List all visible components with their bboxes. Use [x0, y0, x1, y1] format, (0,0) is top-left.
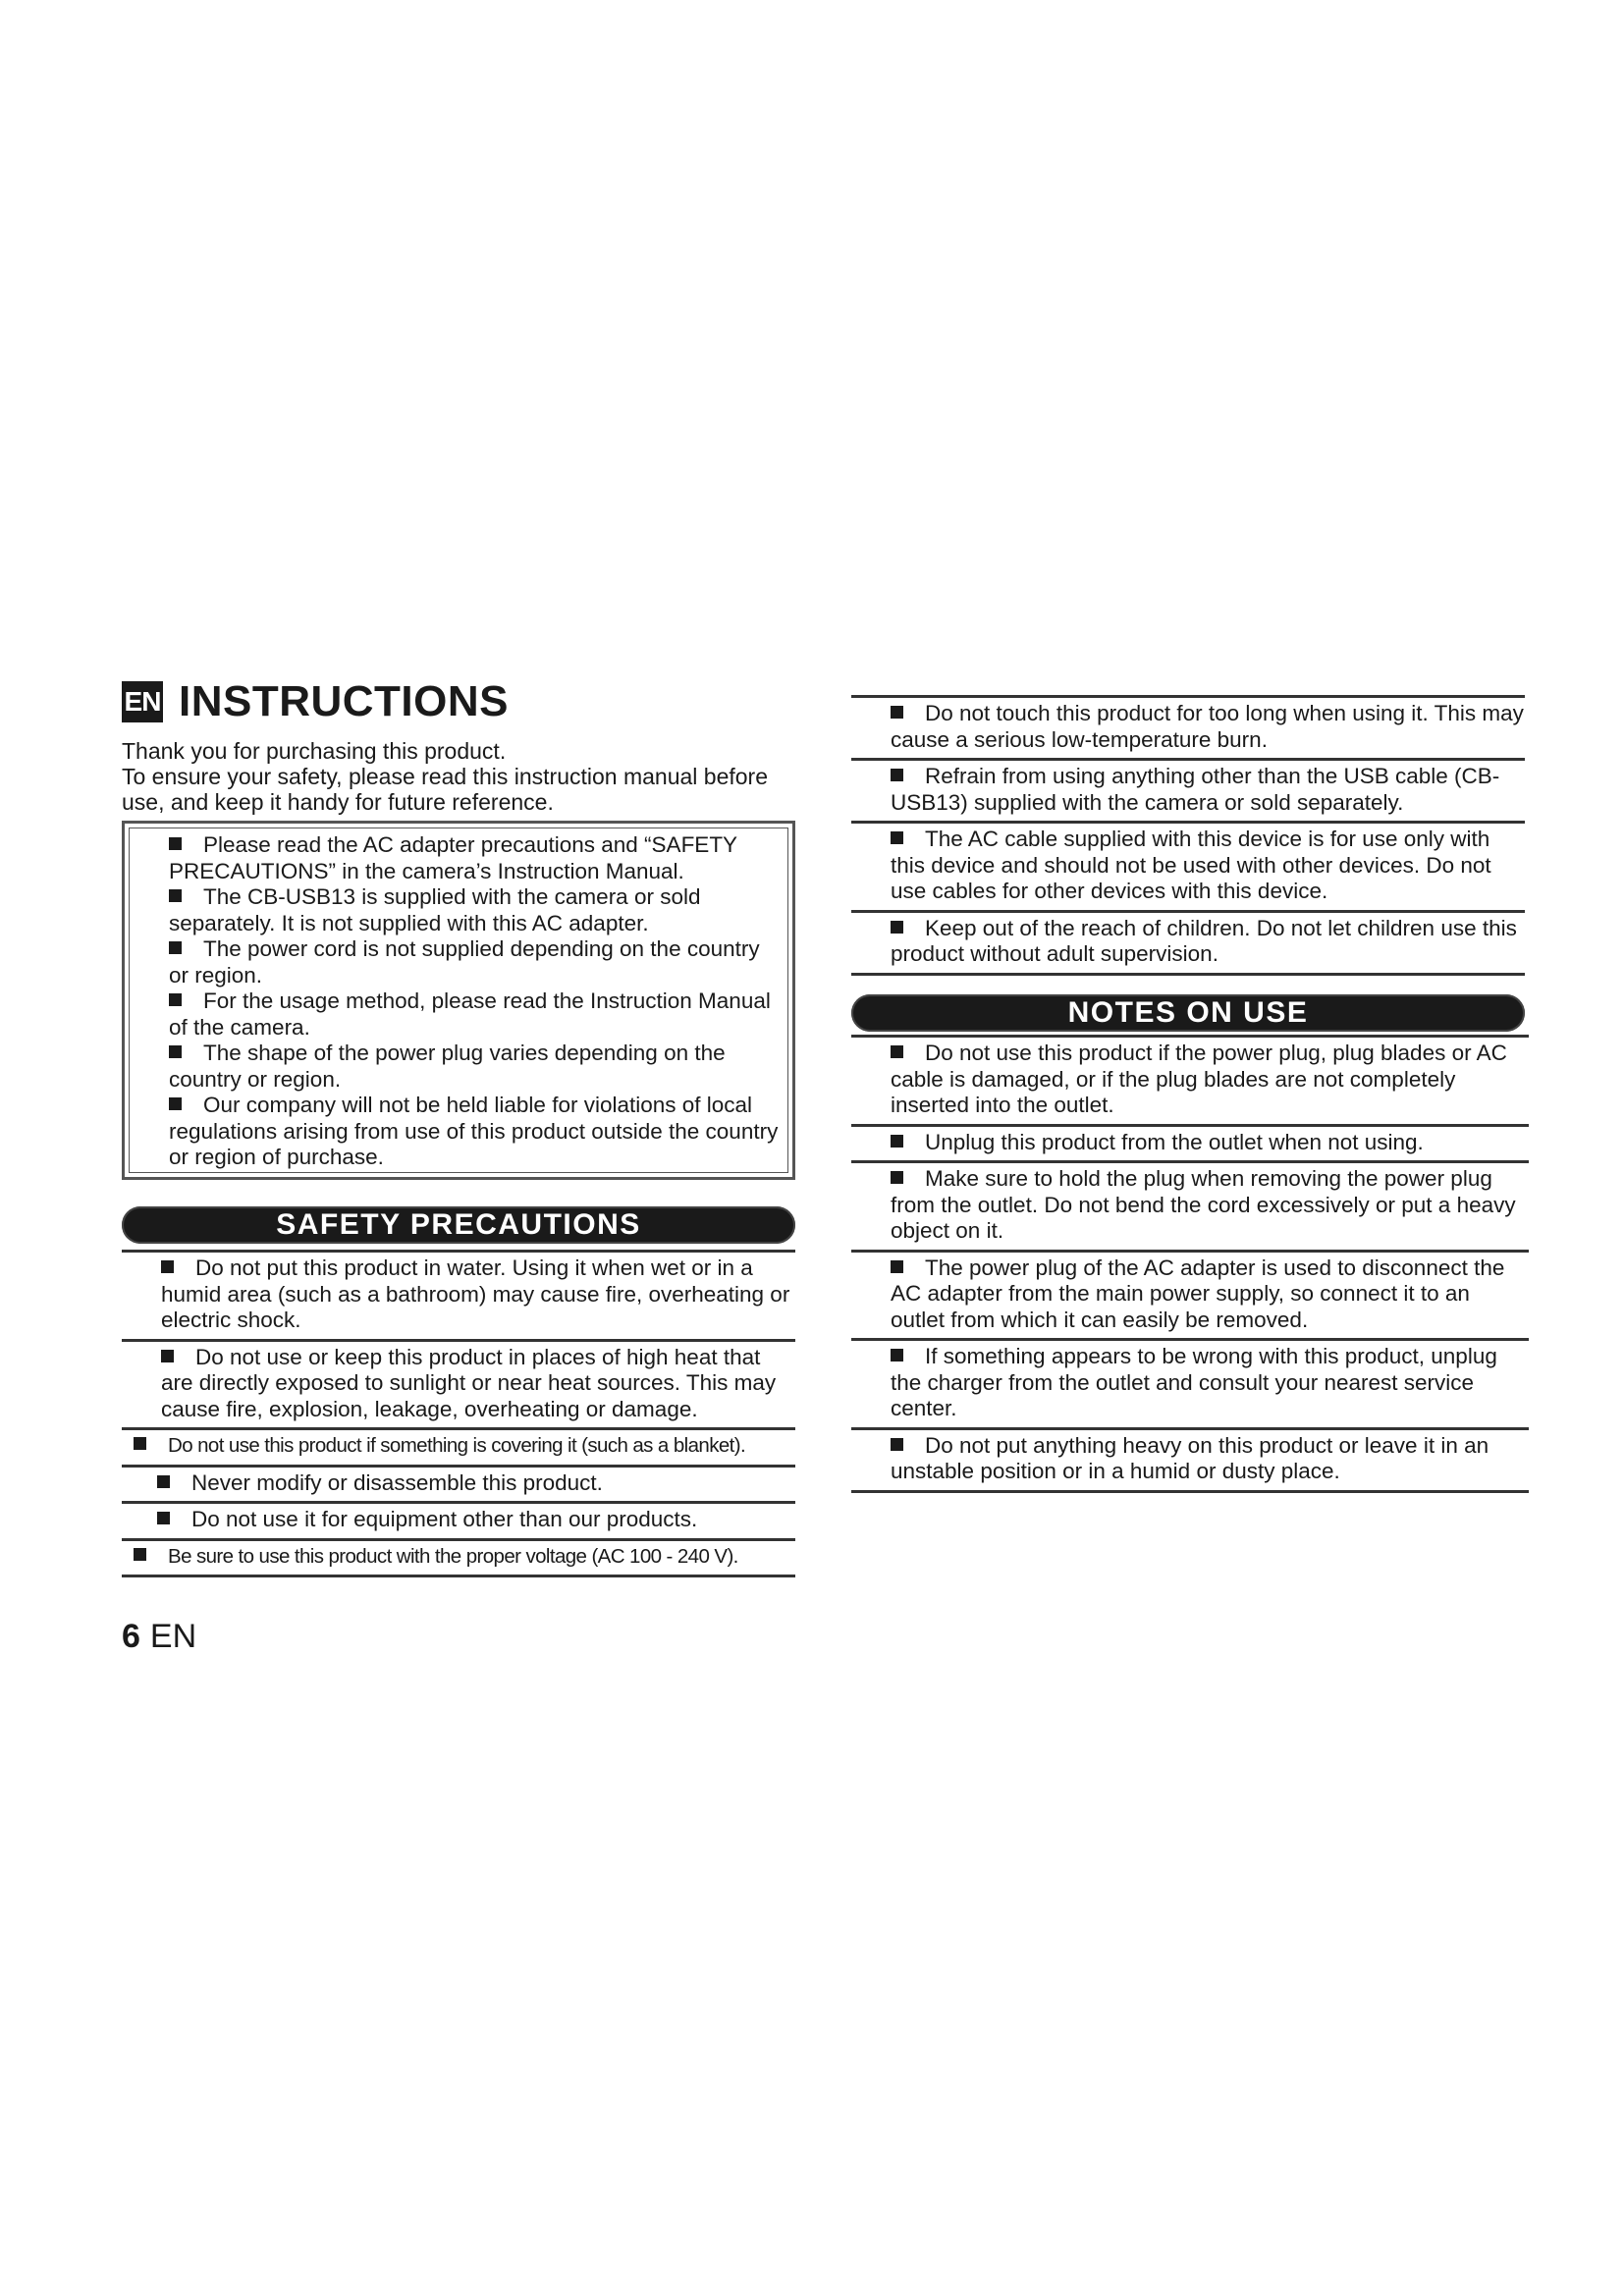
- notice-item: The power cord is not supplied depending on the country or region.: [169, 936, 760, 988]
- bullet-square-icon: [157, 1512, 170, 1524]
- list-item: Do not put anything heavy on this product or leave it in an unstable position or in a humid or dusty place.: [851, 1430, 1529, 1493]
- notice-item: The CB-USB13 is supplied with the camera or sold separately. It is not supplied with this AC adapter.: [169, 884, 701, 935]
- list-item: Do not use this product if something is covering it (such as a blanket).: [122, 1430, 795, 1468]
- bullet-square-icon: [161, 1260, 174, 1273]
- notes-on-use-heading: NOTES ON USE: [851, 994, 1525, 1032]
- bullet-square-icon: [891, 831, 903, 844]
- list-item: Be sure to use this product with the proper voltage (AC 100 - 240 V).: [122, 1541, 795, 1578]
- bullet-square-icon: [169, 941, 182, 954]
- language-badge: EN: [122, 681, 163, 722]
- notice-item: For the usage method, please read the Instruction Manual of the camera.: [169, 988, 771, 1040]
- list-item: The AC cable supplied with this device is for use only with this device and should not be used with other devices. Do not use cables for other devices with this device.: [851, 824, 1525, 913]
- bullet-square-icon: [157, 1475, 170, 1488]
- notes-on-use-list: [851, 1035, 1529, 1493]
- bullet-square-icon: [891, 769, 903, 781]
- list-item: Do not touch this product for too long when using it. This may cause a serious low-temperature burn.: [851, 698, 1525, 761]
- list-item: Do not use or keep this product in places of high heat that are directly exposed to sunlight or near heat sources. This may cause fire, explosion, leakage, overheating or damage.: [122, 1342, 795, 1431]
- notice-box-inner: [129, 828, 788, 1173]
- list-item: If something appears to be wrong with this product, unplug the charger from the outlet and consult your nearest service center.: [851, 1341, 1529, 1430]
- list-item: Refrain from using anything other than the USB cable (CB-USB13) supplied with the camera or sold separately.: [851, 761, 1525, 824]
- bullet-square-icon: [891, 706, 903, 719]
- safety-precautions-heading: SAFETY PRECAUTIONS: [122, 1206, 795, 1244]
- bullet-square-icon: [169, 1097, 182, 1110]
- bullet-square-icon: [134, 1548, 146, 1561]
- bullet-square-icon: [169, 1045, 182, 1058]
- page-number: 6: [122, 1618, 140, 1655]
- intro-text: [122, 738, 809, 815]
- list-item: Do not use it for equipment other than our products.: [122, 1504, 795, 1541]
- bullet-square-icon: [169, 837, 182, 850]
- page-heading: [122, 677, 509, 726]
- list-item: Do not put this product in water. Using it when wet or in a humid area (such as a bathroom) may cause fire, overheating or electric shock.: [122, 1253, 795, 1342]
- bullet-square-icon: [891, 1171, 903, 1184]
- bullet-square-icon: [891, 1045, 903, 1058]
- bullet-square-icon: [891, 1438, 903, 1451]
- bullet-square-icon: [891, 1135, 903, 1148]
- bullet-square-icon: [891, 1349, 903, 1362]
- bullet-square-icon: [161, 1350, 174, 1362]
- list-item: The power plug of the AC adapter is used to disconnect the AC adapter from the main power supply, so connect it to an outlet from which it can easily be removed.: [851, 1253, 1529, 1342]
- bullet-square-icon: [134, 1437, 146, 1450]
- intro-line-1: Thank you for purchasing this product.: [122, 738, 507, 764]
- bullet-square-icon: [891, 1260, 903, 1273]
- bullet-square-icon: [891, 921, 903, 934]
- list-item: Do not use this product if the power plug, plug blades or AC cable is damaged, or if the plug blades are not completely inserted into the outlet.: [851, 1038, 1529, 1127]
- notice-item: Our company will not be held liable for violations of local regulations arising from use of this product outside the country or region of purchase.: [169, 1093, 779, 1169]
- intro-line-2: To ensure your safety, please read this instruction manual before use, and keep it handy for future reference.: [122, 764, 768, 815]
- list-item: Unplug this product from the outlet when not using.: [851, 1127, 1529, 1164]
- safety-precautions-list: [122, 1250, 795, 1577]
- notice-box: [122, 821, 795, 1180]
- footer-language: EN: [149, 1618, 197, 1655]
- page-title: INSTRUCTIONS: [179, 677, 509, 725]
- list-item: Keep out of the reach of children. Do not let children use this product without adult supervision.: [851, 913, 1525, 976]
- additional-precautions-list: [851, 695, 1525, 976]
- bullet-square-icon: [169, 993, 182, 1006]
- list-item: Make sure to hold the plug when removing the power plug from the outlet. Do not bend the cord excessively or put a heavy object on it.: [851, 1163, 1529, 1253]
- list-item: Never modify or disassemble this product.: [122, 1468, 795, 1505]
- notice-item: Please read the AC adapter precautions and “SAFETY PRECAUTIONS” in the camera’s Instruction Manual.: [169, 832, 737, 883]
- page-footer: [122, 1618, 196, 1656]
- notice-item: The shape of the power plug varies depending on the country or region.: [169, 1041, 726, 1092]
- bullet-square-icon: [169, 889, 182, 902]
